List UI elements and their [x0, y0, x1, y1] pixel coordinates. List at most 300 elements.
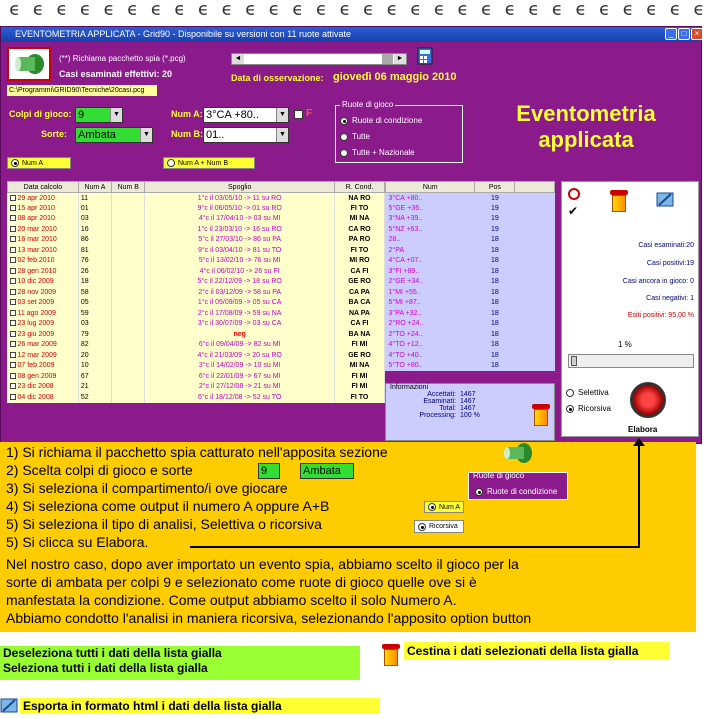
cell-numb [112, 256, 145, 267]
chevron-down-icon[interactable]: ▼ [110, 108, 122, 122]
cell-empty [515, 256, 555, 267]
table-row[interactable] [8, 224, 385, 235]
col-spoglio[interactable]: Spoglio [145, 182, 335, 193]
cell-empty [515, 361, 555, 372]
deselect-icon[interactable] [568, 188, 580, 200]
spiral-ring-icon: ϵ [103, 0, 115, 20]
cell-num: 2°TO +24.. [388, 330, 423, 338]
cell-text: 08 gen 2009 [17, 372, 57, 380]
chevron-down-icon[interactable]: ▼ [276, 108, 288, 122]
list-item[interactable] [386, 256, 555, 267]
cell-data [8, 361, 79, 372]
spiral-ring-icon: ϵ [198, 0, 210, 20]
spiral-ring-icon: ϵ [669, 0, 681, 20]
radio-selettiva[interactable] [566, 388, 609, 397]
checkmark-icon[interactable]: ✔ [568, 204, 579, 218]
table-row[interactable] [8, 277, 385, 288]
cell-empty [515, 287, 555, 298]
cell-text: FI TO [350, 204, 369, 212]
cell-rcond [334, 382, 384, 393]
cell-text: 59 [80, 309, 89, 317]
cell-rcond [334, 277, 384, 288]
cell-pos: 18 [490, 246, 499, 254]
row-checkbox[interactable] [10, 320, 16, 326]
cell-num: 5°NZ +63.. [388, 225, 423, 233]
cell-numb [112, 193, 145, 204]
date-scrollbar[interactable] [231, 53, 407, 65]
radio-ruote-condizione[interactable] [340, 116, 422, 125]
sorte-select[interactable] [75, 127, 153, 143]
f-checkbox[interactable] [294, 110, 303, 119]
row-checkbox[interactable] [10, 247, 16, 253]
cell-text: 11 ago 2009 [17, 309, 56, 317]
table-row[interactable] [8, 203, 385, 214]
export-html-icon [0, 696, 18, 714]
table-row[interactable] [8, 214, 385, 225]
cell-empty [515, 308, 555, 319]
list-item[interactable] [386, 214, 555, 225]
cell-numb [112, 329, 145, 340]
table-header-row [386, 182, 555, 193]
spiral-ring-icon: ϵ [32, 0, 44, 20]
list-item[interactable] [386, 224, 555, 235]
cell-empty [515, 235, 555, 246]
cell-text: 20 [80, 351, 89, 359]
cell-spoglio [145, 277, 335, 288]
cell-text: 05 [80, 299, 89, 307]
cell-spoglio [145, 361, 335, 372]
package-path: C:\Programmi\GRID90\Tecniche\20casi.pcg [7, 85, 157, 96]
col-num[interactable]: Num [386, 182, 475, 193]
cell-data [8, 193, 79, 204]
cell-text: 23 giu 2009 [17, 330, 55, 338]
slider-thumb[interactable] [571, 356, 577, 366]
colpi-label: Colpi di gioco: [9, 109, 72, 119]
table-row[interactable] [8, 308, 385, 319]
table-row[interactable] [8, 266, 385, 277]
list-item[interactable] [386, 277, 555, 288]
cell-data [8, 340, 79, 351]
radio-label: Ruote di condizione [487, 487, 558, 496]
cell-spoglio [145, 382, 335, 393]
cell-text: 76 [80, 257, 89, 265]
row-checkbox[interactable] [10, 215, 16, 221]
cell-num: 2°RO +24.. [388, 320, 424, 328]
spiral-ring-icon: ϵ [150, 0, 162, 20]
cell-numb [112, 392, 145, 403]
cell-text: 12 mar 2009 [17, 351, 57, 359]
table-row[interactable] [8, 193, 385, 204]
table-row[interactable] [8, 256, 385, 267]
cell-text: 21 [80, 383, 89, 391]
cell-num: 3°PA +32.. [388, 309, 422, 317]
cell-rcond [334, 329, 384, 340]
spiral-ring-icon: ϵ [56, 0, 68, 20]
stats-panel [561, 181, 699, 437]
explain-para-4: Abbiamo condotto l'analisi in maniera ricorsiva, selezionando l'apposito option button [6, 610, 532, 626]
maximize-button[interactable]: □ [678, 28, 690, 40]
cell-text: 5°c il 13/02/10 -> 76 su MI [198, 257, 281, 265]
calculator-icon[interactable] [417, 47, 433, 65]
list-item[interactable] [386, 350, 555, 361]
cell-numb [112, 266, 145, 277]
list-item[interactable] [386, 319, 555, 330]
esiti-positivi: Esiti positivi: 95,00 % [627, 312, 694, 319]
cell-text: 58 [80, 288, 89, 296]
numbers-table [385, 181, 555, 371]
cell-text: CA RO [348, 225, 371, 233]
cell-pos: 18 [490, 236, 499, 244]
cell-rcond [334, 340, 384, 351]
explain-sorte-value: Ambata [300, 463, 354, 479]
f-label: F [306, 108, 313, 119]
cell-spoglio [145, 371, 335, 382]
esporta-legend: Esporta in formato html i dati della lista gialla [20, 698, 380, 714]
chevron-down-icon[interactable]: ▼ [140, 128, 152, 142]
col-numb[interactable]: Num B [112, 182, 145, 193]
row-checkbox[interactable] [10, 310, 16, 316]
spiral-ring-icon: ϵ [433, 0, 446, 20]
progress-slider[interactable] [568, 354, 694, 368]
sorte-value: Ambata [78, 129, 116, 141]
row-checkbox[interactable] [10, 383, 16, 389]
table-row[interactable] [8, 350, 385, 361]
spiral-ring-icon: ϵ [646, 0, 658, 20]
cell-numa [78, 287, 111, 298]
spiral-ring-icon: ϵ [174, 0, 186, 20]
spiral-ring-icon: ϵ [386, 0, 398, 20]
list-item[interactable] [386, 245, 555, 256]
cell-pos: 18 [490, 267, 499, 275]
row-checkbox[interactable] [10, 236, 16, 242]
cell-empty [515, 266, 555, 277]
cell-rcond [334, 224, 384, 235]
spiral-ring-icon: ϵ [481, 0, 493, 20]
cell-num: 5°GE +36.. [388, 204, 424, 212]
row-checkbox[interactable] [10, 299, 16, 305]
cell-num: 4°CA +07.. [388, 257, 423, 265]
cell-num: 3°CA +80.. [388, 194, 423, 202]
radio-ricorsiva[interactable] [566, 404, 611, 413]
row-checkbox[interactable] [10, 278, 16, 284]
cell-empty [515, 214, 555, 225]
col-data[interactable]: Data calcolo [8, 182, 79, 193]
numb-label: Num B: [171, 129, 203, 139]
table-row[interactable] [8, 245, 385, 256]
list-item[interactable] [386, 235, 555, 246]
radio-icon [340, 149, 348, 157]
list-item[interactable] [386, 287, 555, 298]
cell-numa [78, 214, 111, 225]
radio-label: Selettiva [578, 388, 609, 397]
cell-pos: 18 [490, 257, 499, 265]
table-row[interactable] [8, 340, 385, 351]
export-html-icon[interactable] [656, 190, 674, 208]
col-empty [515, 182, 555, 193]
radio-tutte[interactable] [340, 132, 370, 141]
info-title: Informazioni [390, 384, 429, 391]
cell-numa [78, 298, 111, 309]
cell-data [8, 308, 79, 319]
list-item[interactable] [386, 308, 555, 319]
spiral-ring-icon: ϵ [292, 0, 304, 20]
cell-empty [515, 277, 555, 288]
close-button[interactable]: × [691, 28, 703, 40]
table-row[interactable] [8, 235, 385, 246]
pipe-icon [500, 442, 536, 464]
list-item[interactable] [386, 361, 555, 372]
cell-numa [78, 235, 111, 246]
row-checkbox[interactable] [10, 362, 16, 368]
trash-icon [382, 644, 400, 666]
radio-label: Ricorsiva [429, 523, 458, 530]
info-key: Accettati: [427, 391, 456, 398]
trash-icon[interactable] [610, 190, 628, 212]
cell-numb [112, 371, 145, 382]
cell-data [8, 203, 79, 214]
cell-rcond [334, 361, 384, 372]
row-checkbox[interactable] [10, 268, 16, 274]
load-package-button[interactable] [7, 47, 51, 81]
cell-text: 2°c il 17/08/09 -> 59 su NA [197, 309, 282, 317]
cell-empty [515, 245, 555, 256]
scroll-thumb[interactable] [382, 54, 393, 64]
cell-spoglio [145, 214, 335, 225]
cell-text: NA PA [348, 309, 370, 317]
cell-text: 02 feb 2010 [17, 257, 55, 265]
spiral-ring-icon: ϵ [551, 0, 563, 20]
title-bar [1, 27, 701, 42]
explain-line-1: 1) Si richiama il pacchetto spia catturato nell'apposita sezione [6, 444, 388, 460]
cell-text: 15 apr 2010 [17, 204, 55, 212]
explain-line-2: 2) Scelta colpi di gioco e sorte [6, 462, 193, 478]
cell-pos: 19 [490, 204, 499, 212]
row-checkbox[interactable] [10, 289, 16, 295]
chevron-down-icon[interactable]: ▼ [276, 128, 288, 142]
list-item[interactable] [386, 298, 555, 309]
row-checkbox[interactable] [10, 257, 16, 263]
table-row[interactable] [8, 382, 385, 393]
cell-text: 07 feb 2009 [17, 362, 55, 370]
row-checkbox[interactable] [10, 195, 16, 201]
spiral-ring-icon: ϵ [9, 0, 21, 20]
cell-data [8, 287, 79, 298]
row-checkbox[interactable] [10, 205, 16, 211]
cell-spoglio [145, 392, 335, 403]
cell-numb [112, 298, 145, 309]
seleziona-text: Seleziona tutti i dati della lista gialla [3, 661, 208, 675]
cell-empty [515, 203, 555, 214]
numb-select[interactable] [203, 127, 289, 143]
info-key: Esaminati: [423, 398, 456, 405]
cell-pos: 18 [490, 320, 499, 328]
col-pos[interactable]: Pos [475, 182, 515, 193]
row-checkbox[interactable] [10, 352, 16, 358]
cell-spoglio [145, 350, 335, 361]
cell-text: 67 [80, 372, 89, 380]
cell-text: 6°c il 09/04/09 -> 82 su MI [198, 341, 281, 349]
cell-rcond [334, 308, 384, 319]
row-checkbox[interactable] [10, 373, 16, 379]
output-numab-option[interactable] [163, 157, 255, 169]
radio-tutte-nazionale[interactable] [340, 148, 415, 157]
spiral-binding [0, 0, 710, 22]
cell-text: 23 lug 2009 [17, 320, 55, 328]
info-value: 100 % [460, 412, 480, 419]
cell-rcond [334, 287, 384, 298]
list-item[interactable] [386, 193, 555, 204]
ruote-group-title: Ruote di gioco [342, 100, 394, 109]
table-row[interactable] [8, 392, 385, 403]
cell-spoglio [145, 245, 335, 256]
cell-rcond [334, 392, 384, 403]
cell-text: 81 [80, 246, 89, 254]
list-item[interactable] [386, 203, 555, 214]
row-checkbox[interactable] [10, 341, 16, 347]
cell-data [8, 277, 79, 288]
cell-text: 03 set 2009 [17, 299, 55, 307]
cell-data [8, 371, 79, 382]
cell-text: 11 [80, 194, 89, 202]
cell-data [8, 329, 79, 340]
cell-numa [78, 319, 111, 330]
trash-icon[interactable] [532, 404, 550, 426]
page-heading [475, 101, 697, 153]
radio-icon [167, 159, 175, 167]
cell-text: 4°c il 06/02/10 -> 26 su FI [199, 267, 280, 275]
cell-text: 26 mar 2009 [17, 341, 57, 349]
cell-text: 03 [80, 215, 89, 223]
cell-num: 2°PA [388, 246, 405, 254]
cell-pos: 18 [490, 351, 499, 359]
cell-text: FI MI [351, 372, 368, 380]
cell-rcond [334, 266, 384, 277]
explain-ruote-title: Ruote di gioco [473, 471, 525, 480]
load-package-label: (**) Richiama pacchetto spia (*.pcg) [59, 54, 186, 63]
scroll-right-arrow-icon[interactable]: ► [394, 54, 406, 64]
cell-pos: 18 [490, 341, 499, 349]
table-row[interactable] [8, 371, 385, 382]
cell-numa [78, 193, 111, 204]
cell-text: 13 mar 2010 [17, 246, 57, 254]
list-item[interactable] [386, 266, 555, 277]
cell-spoglio [145, 319, 335, 330]
heading-line-2: applicata [538, 127, 634, 152]
table-row[interactable] [8, 319, 385, 330]
cell-text: 9°c il 03/04/10 -> 81 su TO [198, 246, 282, 254]
cell-pos: 18 [490, 362, 499, 370]
cell-empty [515, 319, 555, 330]
spiral-ring-icon: ϵ [528, 0, 540, 20]
radio-selected-icon [428, 503, 436, 511]
cell-text: FI TO [350, 246, 369, 254]
numa-select[interactable] [203, 107, 289, 123]
output-numa-option[interactable] [7, 157, 71, 169]
numb-value: 01.. [206, 129, 225, 141]
cell-text: 10 [80, 362, 89, 370]
cell-rcond [334, 203, 384, 214]
spiral-ring-icon: ϵ [268, 0, 280, 20]
cell-numb [112, 308, 145, 319]
cell-text: 08 apr 2010 [17, 215, 55, 223]
elabora-button[interactable] [630, 382, 666, 418]
colpi-select[interactable] [75, 107, 123, 123]
minimize-button[interactable]: _ [665, 28, 677, 40]
cell-data [8, 350, 79, 361]
list-item[interactable] [386, 340, 555, 351]
radio-label: Ruote di condizione [352, 116, 423, 125]
window-title: EVENTOMETRIA APPLICATA - Grid90 - Disponibile su versioni con 11 ruote attivate [15, 29, 351, 39]
cell-empty [515, 340, 555, 351]
app-window [0, 26, 702, 444]
casi-positivi: Casi positivi:19 [646, 260, 694, 267]
table-row[interactable] [8, 361, 385, 372]
cell-num: 4°TO +40.. [388, 351, 423, 359]
cell-text: NA RO [348, 194, 371, 202]
row-checkbox[interactable] [10, 226, 16, 232]
cell-text: 9°c il 06/05/10 -> 01 su RO [197, 204, 282, 212]
table-row[interactable] [8, 298, 385, 309]
cell-num: 5°MI +87.. [388, 299, 421, 307]
elabora-label: Elabora [628, 425, 658, 434]
scroll-left-arrow-icon[interactable]: ◄ [232, 54, 244, 64]
cell-text: MI RO [349, 257, 370, 265]
row-checkbox[interactable] [10, 394, 16, 400]
cell-spoglio [145, 340, 335, 351]
cell-text: 79 [80, 330, 89, 338]
cell-text: BA CA [348, 299, 371, 307]
cell-numa [78, 245, 111, 256]
cell-numb [112, 382, 145, 393]
col-rcond[interactable]: R. Cond. [334, 182, 384, 193]
cell-data [8, 224, 79, 235]
spiral-ring-icon: ϵ [363, 0, 375, 20]
cell-num: 28.. [388, 236, 401, 244]
ruote-group [335, 100, 463, 163]
explain-numa-option [424, 501, 464, 513]
explanation-box [0, 442, 696, 632]
cell-numb [112, 235, 145, 246]
cell-text: 82 [80, 341, 89, 349]
spiral-ring-icon: ϵ [575, 0, 587, 20]
table-row[interactable] [8, 287, 385, 298]
explain-line-3: 3) Si seleziona il compartimento/i ove giocare [6, 480, 288, 496]
radio-selected-icon [340, 117, 348, 125]
cell-numb [112, 287, 145, 298]
cell-rcond [334, 350, 384, 361]
spiral-ring-icon: ϵ [410, 0, 422, 20]
cell-text: 2°c il 03/12/09 -> 58 su PA [198, 288, 282, 296]
heading-line-1: Eventometria [516, 101, 656, 126]
cell-empty [515, 350, 555, 361]
cell-data [8, 214, 79, 225]
table-row[interactable] [8, 329, 385, 340]
row-checkbox[interactable] [10, 331, 16, 337]
cell-text: 28 nov 2009 [17, 288, 57, 296]
info-key: Processing: [419, 412, 456, 419]
radio-icon [566, 389, 574, 397]
casi-effettivi: Casi esaminati effettivi: 20 [59, 69, 173, 79]
list-item[interactable] [386, 329, 555, 340]
radio-selected-icon [566, 405, 574, 413]
cell-text: 52 [80, 393, 89, 401]
cell-numa [78, 382, 111, 393]
col-numa[interactable]: Num A [78, 182, 111, 193]
spiral-ring-icon: ϵ [221, 0, 233, 20]
cell-text: 04 dic 2008 [17, 393, 54, 401]
cell-text: MI NA [349, 215, 370, 223]
table-header-row [8, 182, 385, 193]
